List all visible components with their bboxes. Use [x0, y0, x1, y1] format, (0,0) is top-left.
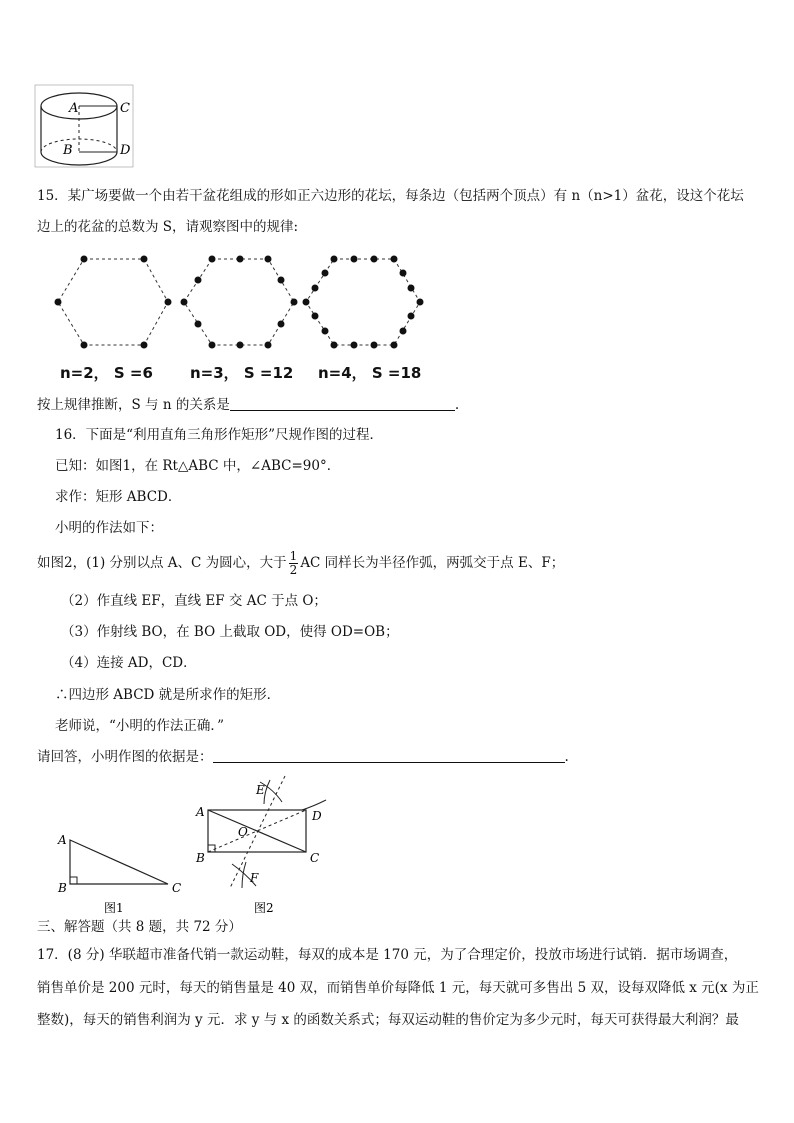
- fig2-label-o: O: [238, 825, 248, 839]
- fraction-denominator: 2: [289, 563, 298, 577]
- cylinder-label-d: D: [120, 143, 131, 158]
- fig2-caption: 图2: [254, 901, 274, 915]
- cylinder-label-a: A: [69, 101, 79, 116]
- q15-prompt-end: .: [454, 397, 460, 413]
- q16-step4: （4）连接 AD，CD．: [61, 655, 197, 671]
- cylinder-figure: [34, 84, 144, 170]
- fig2-label-b: B: [196, 851, 205, 865]
- q15-prompt-text: 按上规律推断，S 与 n 的关系是: [37, 397, 230, 413]
- q16-ask-text: 请回答，小明作图的依据是：: [37, 749, 213, 765]
- q15-line1: 15．某广场要做一个由若干盆花组成的形如正六边形的花坛，每条边（包括两个顶点）有 n（n>1）盆花，设这个花坛: [37, 188, 744, 204]
- q16-step2: （2）作直线 EF，直线 EF 交 AC 于点 O；: [61, 593, 327, 609]
- fig2-label-a: A: [196, 805, 205, 819]
- hexagon-caption-n2: n=2， S =6: [60, 364, 153, 382]
- q16-answer-blank[interactable]: [213, 748, 565, 763]
- section3-heading: 三、解答题（共 8 题，共 72 分）: [37, 919, 242, 935]
- q16-ask-end: .: [564, 749, 569, 765]
- q15-line2: 边上的花盆的总数为 S，请观察图中的规律:: [37, 219, 299, 235]
- fig1-label-b: B: [58, 881, 67, 895]
- q16-find: 求作：矩形 ABCD．: [55, 489, 182, 505]
- q15-prompt: [37, 396, 459, 414]
- fig1-label-c: C: [172, 881, 182, 895]
- q17-line3: 整数)，每天的销售利润为 y 元．求 y 与 x 的函数关系式；每双运动鞋的售价定为多少元时，每天可获得最大利润？最: [37, 1012, 739, 1028]
- fig2-label-e: E: [256, 783, 265, 797]
- hexagon-caption-n3: n=3， S =12: [190, 364, 294, 382]
- hexagon-pattern-figure: [48, 252, 428, 352]
- q16-method: 小明的作法如下：: [55, 520, 163, 536]
- hexagon-caption-n4: n=4， S =18: [318, 364, 422, 382]
- q16-step1-a: 如图2，(1) 分别以点 A、C 为圆心，大于: [37, 555, 287, 571]
- q16-teacher: 老师说，“小明的作法正确．”: [55, 718, 225, 734]
- q16-step1-b: AC 同样长为半径作弧，两弧交于点 E、F；: [300, 555, 565, 571]
- figure1-right-triangle: [52, 826, 192, 918]
- q15-answer-blank[interactable]: [230, 396, 455, 411]
- fig2-label-c: C: [310, 851, 320, 865]
- fraction-numerator: 1: [289, 549, 298, 563]
- q17-line1: 17．(8 分) 华联超市准备代销一款运动鞋，每双的成本是 170 元，为了合理定价，投放市场进行试销．据市场调查，: [37, 947, 738, 963]
- q16-step3: （3）作射线 BO，在 BO 上截取 OD，使得 OD=OB；: [61, 624, 399, 640]
- fig1-label-a: A: [58, 833, 67, 847]
- figure2-rectangle-construction: [190, 770, 340, 918]
- half-fraction: [289, 550, 299, 577]
- q16-given: 已知：如图1，在 Rt△ABC 中，∠ABC=90°．: [55, 458, 341, 474]
- q16-step1: [37, 548, 564, 578]
- q16-title: 16．下面是“利用直角三角形作矩形”尺规作图的过程．: [55, 427, 383, 443]
- q16-conclusion: ∴四边形 ABCD 就是所求作的矩形．: [55, 687, 281, 703]
- cylinder-label-c: C: [120, 101, 130, 116]
- q17-line2: 销售单价是 200 元时，每天的销售量是 40 双，而销售单价每降低 1 元，每天就可多售出 5 双，设每双降低 x 元(x 为正: [37, 980, 759, 996]
- fig1-caption: 图1: [104, 901, 124, 915]
- cylinder-label-b: B: [63, 143, 73, 158]
- fig2-label-f: F: [250, 871, 259, 885]
- fig2-label-d: D: [312, 809, 322, 823]
- q16-ask: [37, 748, 569, 766]
